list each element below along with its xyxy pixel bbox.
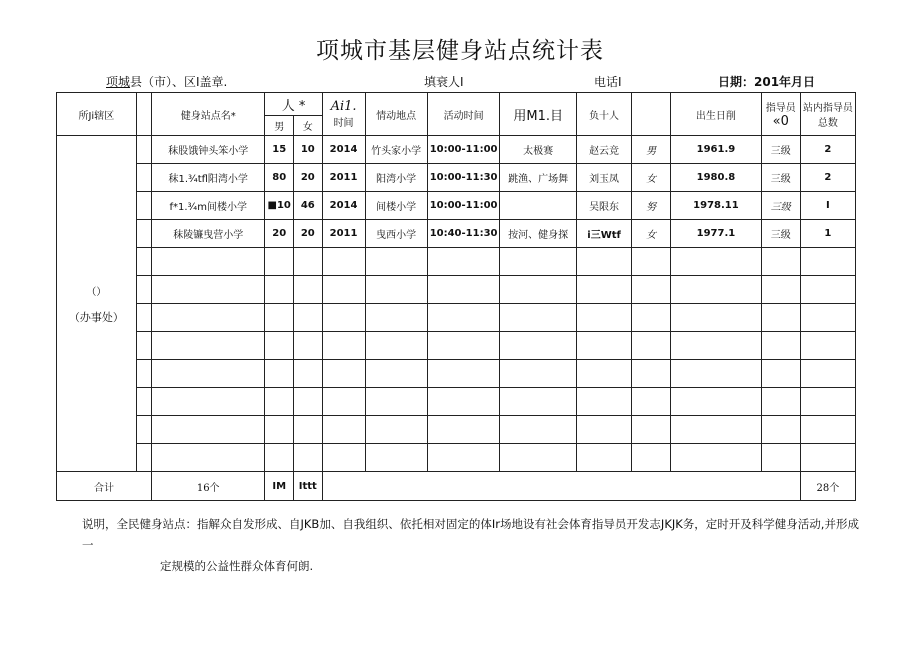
guide-level xyxy=(761,388,800,416)
female-count: 20 xyxy=(294,164,323,192)
guide-count: 1 xyxy=(800,220,855,248)
guide-count xyxy=(800,276,855,304)
blank-cell xyxy=(136,416,151,444)
blank-cell xyxy=(136,388,151,416)
table-row xyxy=(57,248,856,276)
note-line-2: 定规模的公益性群众体育何朗. xyxy=(160,559,314,573)
header-guide-bottom: «0 xyxy=(772,114,789,129)
leader: 赵云竞 xyxy=(576,136,631,164)
leader xyxy=(576,304,631,332)
male-count xyxy=(265,304,294,332)
project: 太极赛 xyxy=(500,136,577,164)
male-count xyxy=(265,248,294,276)
table-row xyxy=(57,220,856,248)
founded-year: 2014 xyxy=(322,192,365,220)
female-count: 46 xyxy=(294,192,323,220)
birth-date: 1977.1 xyxy=(670,220,761,248)
male-count xyxy=(265,444,294,472)
leader-sex: 努 xyxy=(632,192,671,220)
location: 竹头家小学 xyxy=(365,136,427,164)
activity-time xyxy=(427,388,500,416)
header-female: 女 xyxy=(294,116,323,136)
male-count xyxy=(265,360,294,388)
table-row xyxy=(57,304,856,332)
table-row xyxy=(57,164,856,192)
header-birth: 出生日削 xyxy=(670,93,761,136)
leader-sex: 女 xyxy=(632,164,671,192)
location xyxy=(365,276,427,304)
birth-date xyxy=(670,444,761,472)
station-name xyxy=(152,332,265,360)
header-total-bottom: 总数 xyxy=(817,118,838,129)
station-name xyxy=(152,276,265,304)
leader-sex: 男 xyxy=(632,136,671,164)
project xyxy=(500,248,577,276)
leader-sex xyxy=(632,388,671,416)
activity-time: 10:00-11:00 xyxy=(427,136,500,164)
leader-sex xyxy=(632,416,671,444)
founded-year: 2011 xyxy=(322,220,365,248)
guide-count: I xyxy=(800,192,855,220)
guide-level: 三级 xyxy=(761,164,800,192)
blank-cell xyxy=(136,332,151,360)
project xyxy=(500,388,577,416)
header-founded xyxy=(322,93,365,136)
leader-sex xyxy=(632,444,671,472)
male-count xyxy=(265,416,294,444)
header-station-name: 健身站点名* xyxy=(152,93,265,136)
blank-cell xyxy=(136,444,151,472)
birth-date xyxy=(670,388,761,416)
activity-time xyxy=(427,304,500,332)
total-male: IM xyxy=(265,472,294,501)
header-founded-bottom: 时间 xyxy=(333,118,354,129)
activity-time xyxy=(427,416,500,444)
female-count xyxy=(294,304,323,332)
header-project: 用M1.目 xyxy=(500,93,577,136)
founded-year xyxy=(322,248,365,276)
leader xyxy=(576,276,631,304)
female-count: 10 xyxy=(294,136,323,164)
table-row xyxy=(57,388,856,416)
location xyxy=(365,248,427,276)
birth-date xyxy=(670,276,761,304)
station-name xyxy=(152,360,265,388)
location: 阳湾小学 xyxy=(365,164,427,192)
female-count xyxy=(294,416,323,444)
district-cell xyxy=(57,136,137,472)
guide-level xyxy=(761,276,800,304)
leader: i三Wtf xyxy=(576,220,631,248)
leader-sex xyxy=(632,304,671,332)
project xyxy=(500,444,577,472)
guide-level xyxy=(761,332,800,360)
station-name: 秣股饿钟头笨小学 xyxy=(152,136,265,164)
table-row xyxy=(57,360,856,388)
guide-count xyxy=(800,388,855,416)
location xyxy=(365,416,427,444)
guide-level xyxy=(761,360,800,388)
male-count xyxy=(265,388,294,416)
station-name xyxy=(152,304,265,332)
female-count xyxy=(294,248,323,276)
header-guide-top: 指导员 xyxy=(765,103,796,114)
female-count xyxy=(294,444,323,472)
leader xyxy=(576,360,631,388)
leader xyxy=(576,332,631,360)
guide-level: 三级 xyxy=(761,192,800,220)
project xyxy=(500,192,577,220)
leader xyxy=(576,388,631,416)
page-title: 项城市基层健身站点统计表 xyxy=(316,38,604,64)
birth-date xyxy=(670,360,761,388)
birth-date xyxy=(670,248,761,276)
birth-date xyxy=(670,332,761,360)
header-people: 人 * xyxy=(265,93,322,116)
leader-sex xyxy=(632,276,671,304)
district-office: （办事处） xyxy=(68,310,124,324)
filler-field: 填衰人I xyxy=(424,75,464,89)
header-guide-level xyxy=(761,93,800,136)
guide-level xyxy=(761,444,800,472)
total-blank xyxy=(322,472,800,501)
station-name: 秣陵镰曳营小学 xyxy=(152,220,265,248)
activity-time xyxy=(427,360,500,388)
guide-count xyxy=(800,248,855,276)
station-name: f*1.¾m间楼小学 xyxy=(152,192,265,220)
female-count xyxy=(294,276,323,304)
blank-cell xyxy=(136,304,151,332)
activity-time: 10:00-11:00 xyxy=(427,192,500,220)
male-count xyxy=(265,332,294,360)
birth-date xyxy=(670,304,761,332)
birth-date: 1978.11 xyxy=(670,192,761,220)
guide-level xyxy=(761,304,800,332)
project xyxy=(500,416,577,444)
founded-year xyxy=(322,416,365,444)
guide-level xyxy=(761,248,800,276)
county-field xyxy=(106,73,227,90)
project: 跳渔、广场舞 xyxy=(500,164,577,192)
header-leader: 负十人 xyxy=(576,93,631,136)
birth-date xyxy=(670,416,761,444)
table-row xyxy=(57,416,856,444)
table-row xyxy=(57,276,856,304)
blank-cell xyxy=(136,136,151,164)
founded-year: 2011 xyxy=(322,164,365,192)
guide-count xyxy=(800,360,855,388)
female-count: 20 xyxy=(294,220,323,248)
male-count xyxy=(265,276,294,304)
founded-year xyxy=(322,444,365,472)
leader: 刘玉凤 xyxy=(576,164,631,192)
station-name: 秣1.¾tfl阳湾小学 xyxy=(152,164,265,192)
blank-cell xyxy=(136,164,151,192)
guide-count: 2 xyxy=(800,136,855,164)
project xyxy=(500,304,577,332)
date-field: 日期：201年月日 xyxy=(718,75,816,89)
female-count xyxy=(294,360,323,388)
activity-time xyxy=(427,276,500,304)
leader-sex xyxy=(632,360,671,388)
blank-cell xyxy=(136,276,151,304)
station-name xyxy=(152,444,265,472)
activity-time: 10:00-11:30 xyxy=(427,164,500,192)
birth-date: 1961.9 xyxy=(670,136,761,164)
male-count: 15 xyxy=(265,136,294,164)
header-founded-top: Ai1. xyxy=(330,99,357,114)
table-row xyxy=(57,192,856,220)
location xyxy=(365,360,427,388)
male-count: 80 xyxy=(265,164,294,192)
blank-cell xyxy=(136,248,151,276)
location: 间楼小学 xyxy=(365,192,427,220)
header-sex xyxy=(632,93,671,136)
activity-time: 10:40-11:30 xyxy=(427,220,500,248)
location: 曳西小学 xyxy=(365,220,427,248)
district-label: （） xyxy=(86,286,107,298)
table-row xyxy=(57,332,856,360)
male-count: 20 xyxy=(265,220,294,248)
location xyxy=(365,444,427,472)
guide-level: 三级 xyxy=(761,220,800,248)
leader-sex xyxy=(632,248,671,276)
blank-cell xyxy=(136,360,151,388)
location xyxy=(365,332,427,360)
guide-count xyxy=(800,304,855,332)
leader-sex: 女 xyxy=(632,220,671,248)
leader xyxy=(576,416,631,444)
total-guides: 28个 xyxy=(800,472,855,501)
blank-cell xyxy=(136,220,151,248)
header-district: 所Ji辖区 xyxy=(57,93,137,136)
header-time: 活动时间 xyxy=(427,93,500,136)
header-male: 男 xyxy=(265,116,294,136)
guide-count xyxy=(800,332,855,360)
statistics-table xyxy=(56,92,856,501)
total-female: Ittt xyxy=(294,472,323,501)
header-blank xyxy=(136,93,151,136)
founded-year: 2014 xyxy=(322,136,365,164)
total-stations: 16个 xyxy=(152,472,265,501)
station-name xyxy=(152,248,265,276)
station-name xyxy=(152,388,265,416)
total-label: 合计 xyxy=(57,472,152,501)
activity-time xyxy=(427,444,500,472)
founded-year xyxy=(322,388,365,416)
founded-year xyxy=(322,304,365,332)
guide-count: 2 xyxy=(800,164,855,192)
total-row xyxy=(57,472,856,501)
female-count xyxy=(294,332,323,360)
founded-year xyxy=(322,332,365,360)
female-count xyxy=(294,388,323,416)
table-row xyxy=(57,444,856,472)
activity-time xyxy=(427,332,500,360)
station-name xyxy=(152,416,265,444)
note-line-1: 说明，全民健身站点：指解众自发形成、自JKB加、自我组织、依托相对固定的体Ir场地设有社会体育指导员开发志JKJK务，定时开及科学健身活动,并形成一 xyxy=(82,517,859,552)
table-row xyxy=(57,136,856,164)
project xyxy=(500,360,577,388)
project xyxy=(500,332,577,360)
leader: 吴限东 xyxy=(576,192,631,220)
header-guide-total xyxy=(800,93,855,136)
county-name: 项城 xyxy=(106,75,131,89)
male-count: ■10 xyxy=(265,192,294,220)
note xyxy=(82,514,862,577)
leader xyxy=(576,444,631,472)
guide-level: 三级 xyxy=(761,136,800,164)
activity-time xyxy=(427,248,500,276)
blank-cell xyxy=(136,192,151,220)
location xyxy=(365,388,427,416)
guide-level xyxy=(761,416,800,444)
project: 按河、健身探 xyxy=(500,220,577,248)
founded-year xyxy=(322,360,365,388)
county-suffix: 县（市）、区I盖章. xyxy=(130,75,228,89)
guide-count xyxy=(800,416,855,444)
leader-sex xyxy=(632,332,671,360)
leader xyxy=(576,248,631,276)
guide-count xyxy=(800,444,855,472)
header-total-top: 站内指导员 xyxy=(802,103,853,114)
project xyxy=(500,276,577,304)
phone-field: 电话I xyxy=(594,75,622,89)
birth-date: 1980.8 xyxy=(670,164,761,192)
header-location: 情动地点 xyxy=(365,93,427,136)
founded-year xyxy=(322,276,365,304)
location xyxy=(365,304,427,332)
